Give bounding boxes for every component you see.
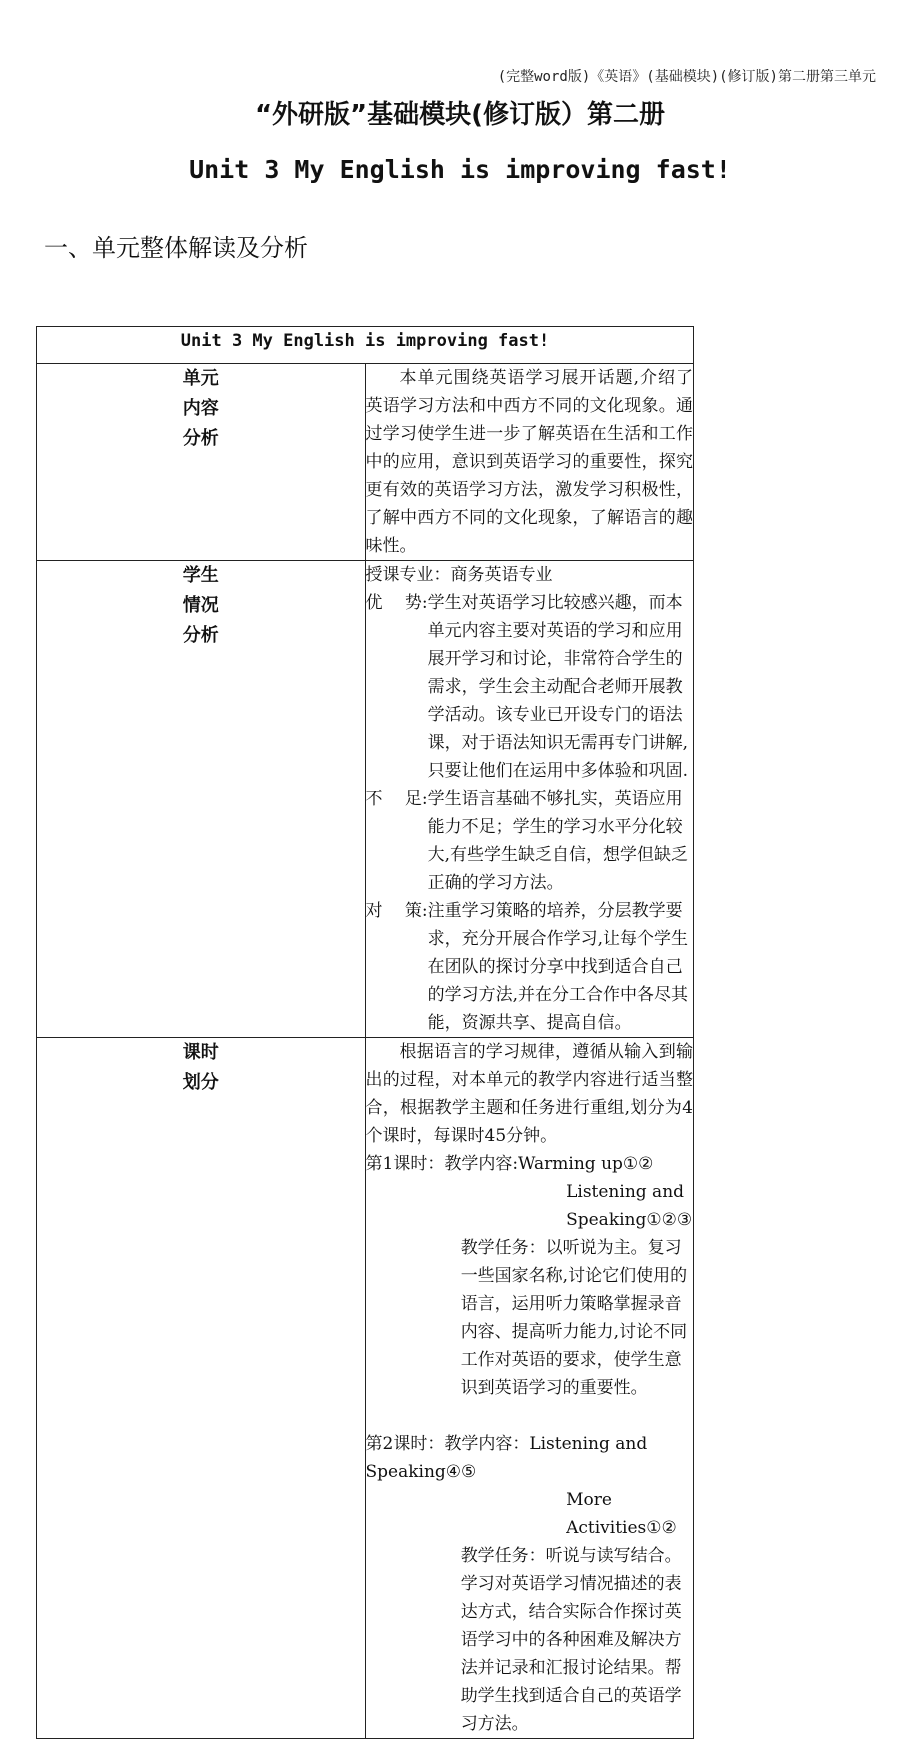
unit-analysis-table [36,326,694,1739]
label-line: 单元 [182,368,219,389]
lesson-2-extra: More Activities①② [566,1490,677,1538]
row-label-content-analysis [37,364,366,561]
item-text: 学生语言基础不够扎实，英语应用能力不足；学生的学习水平分化较大,有些学生缺乏自信，想学但缺乏正确的学习方法。 [427,789,689,893]
table-row-student-analysis [37,561,694,1038]
running-header: (完整word版)《英语》(基础模块)(修订版)第二册第三单元 [497,69,876,85]
lesson-1-title: 第1课时：教学内容:Warming up①② [365,1154,654,1174]
label-line: 内容 [182,398,219,419]
label-line: 情况 [182,595,219,616]
lesson-1-task: 教学任务：以听说为主。复习一些国家名称,讨论它们使用的语言，运用听力策略掌握录音内容、提高听力能力,讨论不同工作对英语的要求，使学生意识到英语学习的重要性。 [460,1238,688,1398]
content-analysis-text: 本单元围绕英语学习展开话题,介绍了英语学习方法和中西方不同的文化现象。通过学习使学生进一步了解英语在生活和工作中的应用，意识到英语学习的重要性，探究更有效的英语学习方法，激发学习积极性，了解中西方不同的文化现象，了解语言的趣味性。 [365,368,693,556]
label-line: 课时 [182,1042,219,1063]
strengths-item [366,589,694,785]
lesson-division-cell [365,1038,694,1739]
section-heading: 一、单元整体解读及分析 [44,234,308,262]
table-header-row [37,327,694,364]
student-analysis-cell [365,561,694,1038]
major-line: 授课专业：商务英语专业 [365,565,553,585]
item-key: 优 势: [365,593,428,613]
item-key: 对 策: [365,901,428,921]
table-header-cell: Unit 3 My English is improving fast! [37,327,694,364]
label-line: 学生 [182,565,219,586]
document-title-en: Unit 3 My English is improving fast! [189,155,731,184]
item-key: 不 足: [365,789,428,809]
row-label-lesson-division [37,1038,366,1739]
content-analysis-cell [365,364,694,561]
spacer [366,1402,694,1430]
table-row-content-analysis [37,364,694,561]
label-line: 分析 [182,625,219,646]
document-title-cn: “外研版”基础模块(修订版）第二册 [254,100,666,130]
label-line: 划分 [182,1072,219,1093]
strategies-item [366,897,694,1037]
weaknesses-item [366,785,694,897]
lesson-2-title: 第2课时：教学内容：Listening and Speaking④⑤ [365,1434,648,1482]
lesson-1-extra: Listening and Speaking①②③ [566,1182,693,1230]
lesson-intro: 根据语言的学习规律，遵循从输入到输出的过程，对本单元的教学内容进行适当整合，根据教学主题和任务进行重组,划分为4个课时，每课时45分钟。 [365,1042,693,1146]
label-line: 分析 [182,428,219,449]
row-label-student-analysis [37,561,366,1038]
table-row-lesson-division [37,1038,694,1739]
item-text: 学生对英语学习比较感兴趣，而本单元内容主要对英语的学习和应用展开学习和讨论，非常符合学生的需求，学生会主动配合老师开展教学活动。该专业已开设专门的语法课，对于语法知识无需再专门讲解,只要让他们在运用中多体验和巩固. [427,593,689,781]
lesson-2-task: 教学任务：听说与读写结合。学习对英语学习情况描述的表达方式，结合实际合作探讨英语学习中的各种困难及解决方法并记录和汇报讨论结果。帮助学生找到适合自己的英语学习方法。 [460,1546,682,1734]
item-text: 注重学习策略的培养，分层教学要求，充分开展合作学习,让每个学生在团队的探讨分享中找到适合自己的学习方法,并在分工合作中各尽其能，资源共享、提高自信。 [427,901,689,1033]
